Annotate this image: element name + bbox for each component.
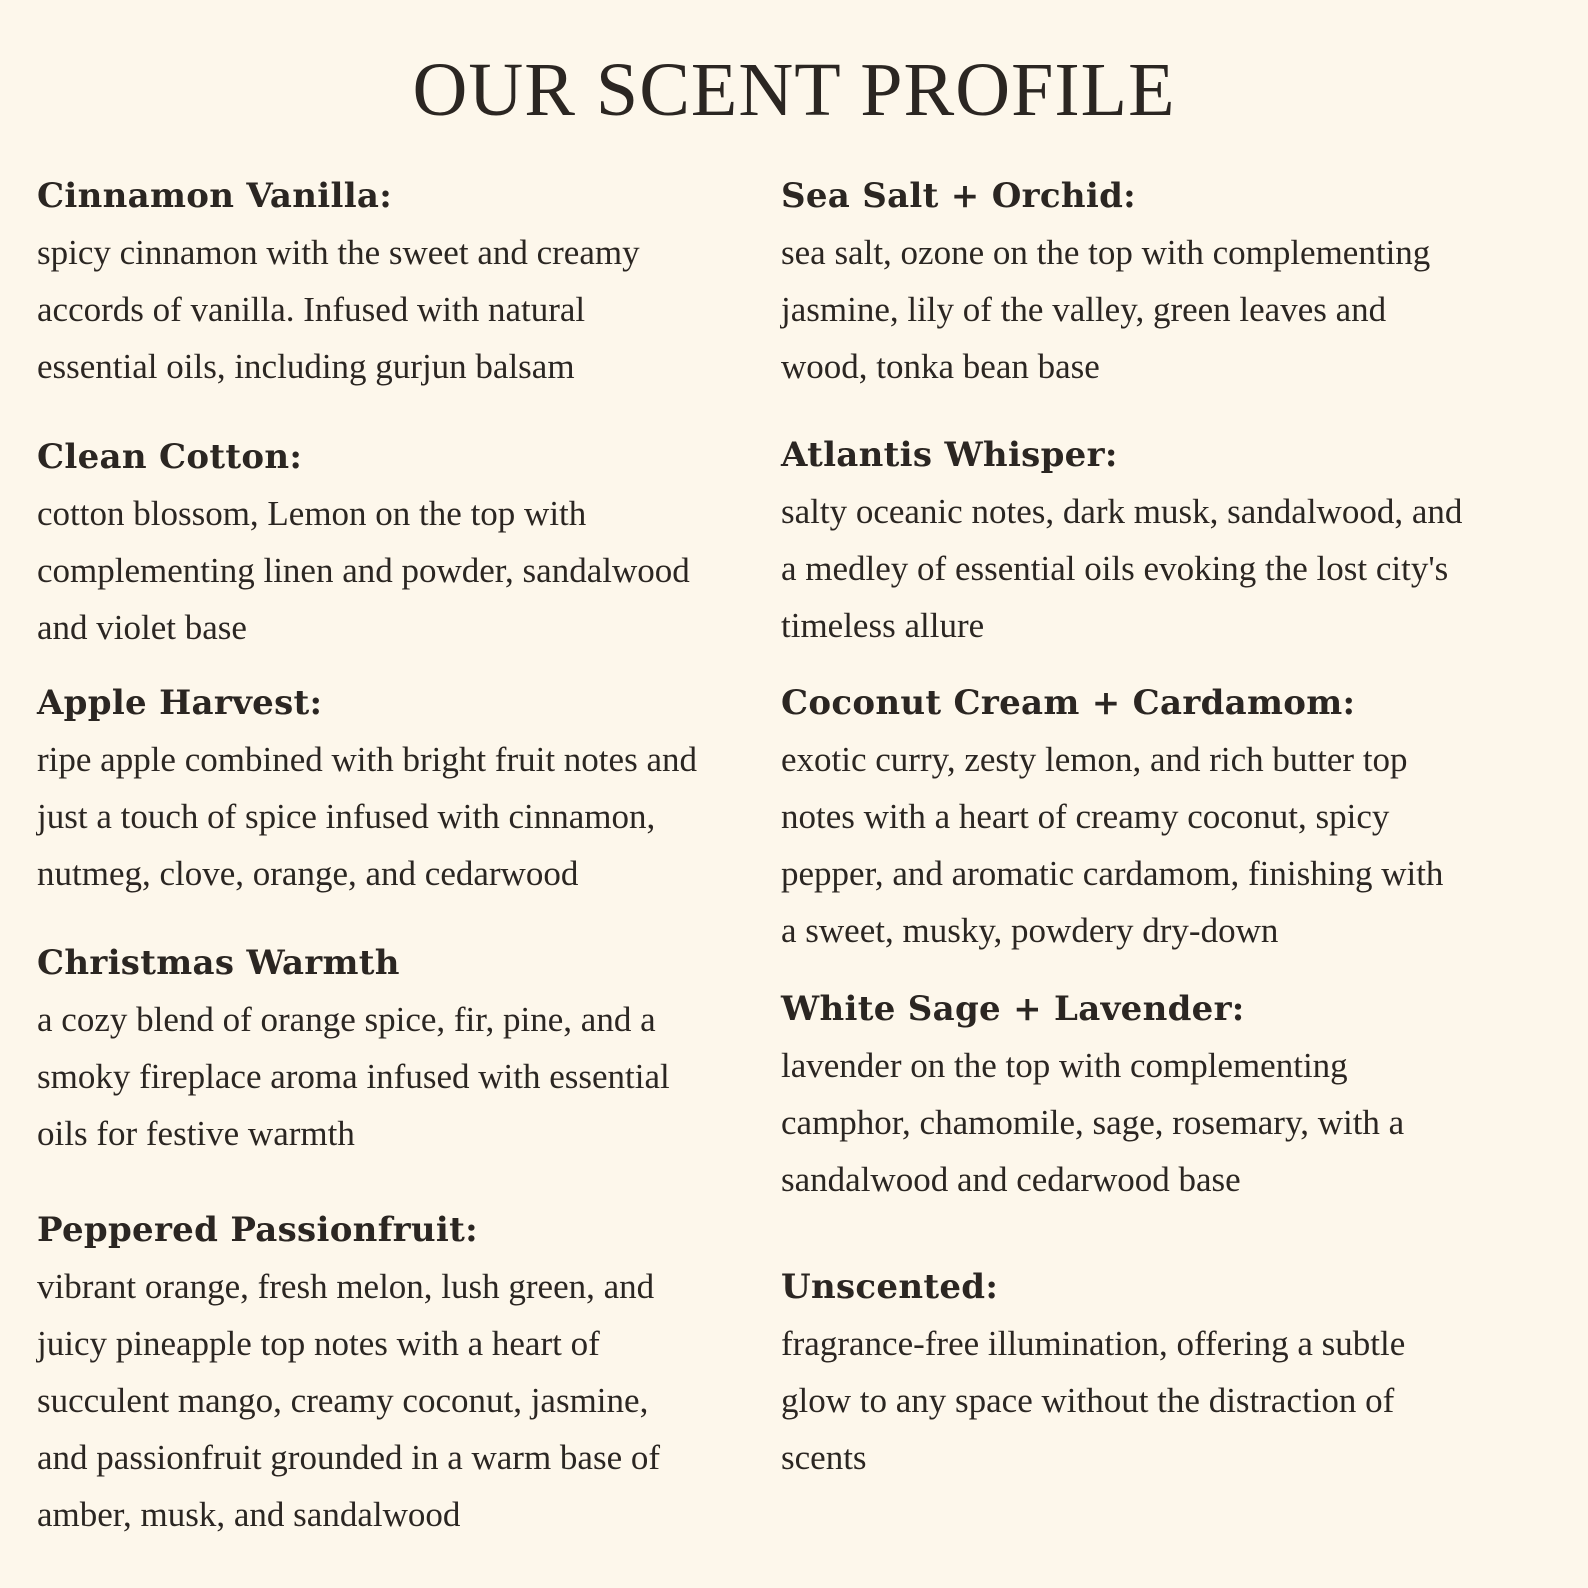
scent-entry-cinnamon-vanilla <box>37 176 767 395</box>
scent-entry-christmas-warmth <box>37 943 767 1162</box>
scent-name: Apple Harvest: <box>37 683 323 723</box>
scent-name: White Sage + Lavender: <box>781 989 1245 1029</box>
scent-name: Cinnamon Vanilla: <box>37 176 393 216</box>
scent-name: Unscented: <box>781 1267 999 1307</box>
scent-entry-peppered-passionfruit <box>37 1210 767 1543</box>
scent-entry-unscented <box>781 1267 1511 1486</box>
scent-description: a cozy blend of orange spice, fir, pine, and a smoky fireplace aroma infused with essential oils for festive warmth <box>37 1000 670 1153</box>
scent-description: cotton blossom, Lemon on the top with complementing linen and powder, sandalwood and violet base <box>37 494 690 647</box>
scent-description: vibrant orange, fresh melon, lush green, and juicy pineapple top notes with a heart of succulent mango, creamy coconut, jasmine, and passionfruit grounded in a warm base of amber, musk, and sandalwood <box>37 1267 661 1534</box>
scent-name: Atlantis Whisper: <box>781 435 1118 475</box>
scent-name: Clean Cotton: <box>37 437 303 477</box>
scent-description: sea salt, ozone on the top with complementing jasmine, lily of the valley, green leaves and wood, tonka bean base <box>781 233 1431 386</box>
scent-name: Sea Salt + Orchid: <box>781 176 1137 216</box>
scent-description: ripe apple combined with bright fruit notes and just a touch of spice infused with cinnamon, nutmeg, clove, orange, and cedarwood <box>37 740 697 893</box>
scent-name: Peppered Passionfruit: <box>37 1210 478 1250</box>
scent-entry-coconut-cream-cardamom <box>781 683 1511 959</box>
scent-description: fragrance-free illumination, offering a subtle glow to any space without the distraction of scents <box>781 1324 1406 1477</box>
scent-entry-sea-salt-orchid <box>781 176 1511 395</box>
scent-name: Christmas Warmth <box>37 943 400 983</box>
scent-description: lavender on the top with complementing camphor, chamomile, sage, rosemary, with a sandalwood and cedarwood base <box>781 1046 1405 1199</box>
scent-entry-clean-cotton <box>37 437 767 656</box>
page-title: OUR SCENT PROFILE <box>412 48 1176 132</box>
scent-description: exotic curry, zesty lemon, and rich butter top notes with a heart of creamy coconut, spicy pepper, and aromatic cardamom, finishing with a sweet, musky, powdery dry-down <box>781 740 1444 950</box>
scent-description: spicy cinnamon with the sweet and creamy accords of vanilla. Infused with natural essential oils, including gurjun balsam <box>37 233 640 386</box>
scent-entry-apple-harvest <box>37 683 767 902</box>
scent-description: salty oceanic notes, dark musk, sandalwood, and a medley of essential oils evoking the lost city's timeless allure <box>781 492 1463 645</box>
scent-entry-atlantis-whisper <box>781 435 1511 654</box>
scent-entry-white-sage-lavender <box>781 989 1511 1208</box>
scent-name: Coconut Cream + Cardamom: <box>781 683 1356 723</box>
